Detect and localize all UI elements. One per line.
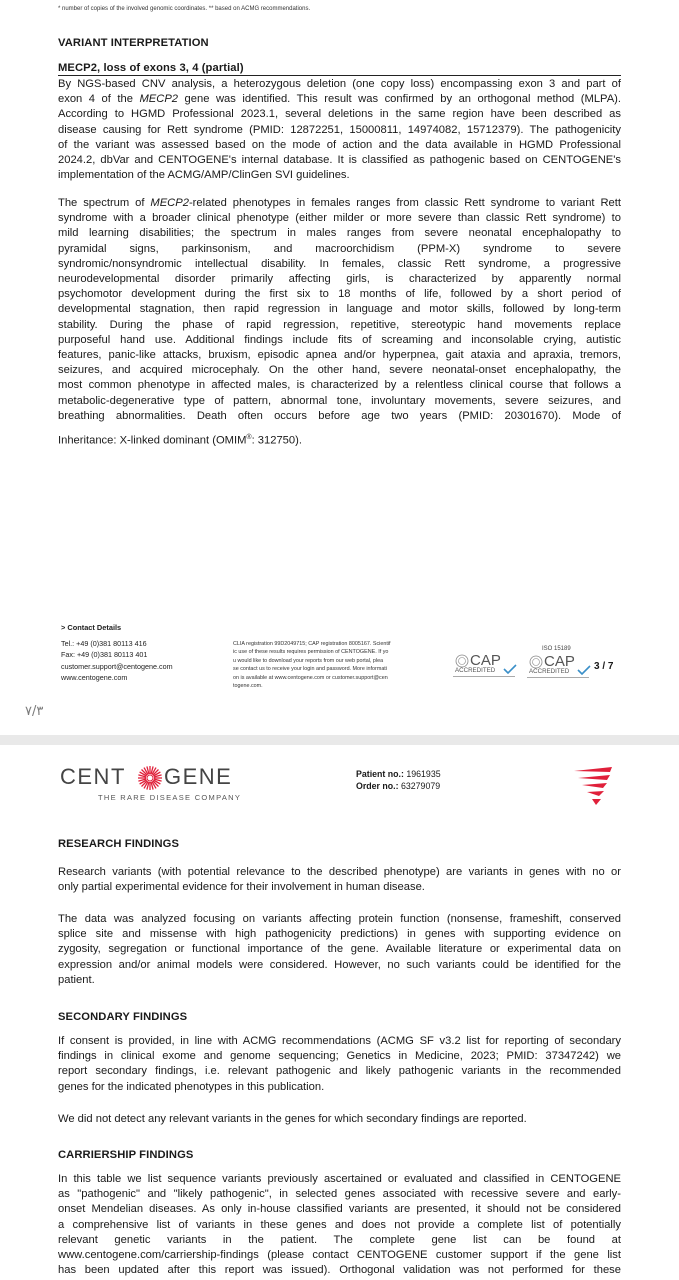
cap-seal-icon: [455, 654, 469, 668]
paragraph-line: According to HGMD Professional 2023.1, several deletions in the same region have been described as: [58, 108, 621, 121]
patient-number: 1961935: [406, 769, 441, 779]
legal-notice: CLIA registration 99D2049715; CAP registration 8005167. Scientif ic use of these results requires permission of CENTOGENE. If yo u would like to download your reports from our web portal, plea se contact us to receive your login and password. More informati on is available at www.centogene.com or customer.support@cen togene.com.: [233, 641, 391, 690]
paragraph-line: zygosity, segregation or functional importance of the gene. Available literature or experimental data on: [58, 943, 621, 956]
contact-website: www.centogene.com: [61, 673, 128, 682]
paragraph-line: features, panic-like attacks, bruxism, episodic apnea and/or hyperpnea, gait ataxia and apraxia, tremors,: [58, 349, 621, 362]
paragraph-line: a comprehensive list of variants in these genes and does not provide a complete list of potentially: [58, 1218, 621, 1231]
cap-accredited-logo: CAP ACCREDITED: [453, 652, 519, 682]
section-heading-secondary-findings: SECONDARY FINDINGS: [58, 1011, 188, 1023]
order-number-label: Order no.:: [356, 781, 399, 791]
paragraph-line: genes for the indicated phenotypes in this publication.: [58, 1080, 325, 1093]
paragraph-line: syndromic/nonsyndromic intellectual disability. In females, classic Rett syndrome, a progressive: [58, 257, 621, 270]
paragraph-line: report secondary findings, i.e. relevant pathogenic and likely pathogenic variants in the recommended: [58, 1065, 621, 1078]
cap-seal-icon: [529, 655, 543, 669]
variant-title-rule: [58, 75, 621, 76]
paragraph-line: Research variants (with potential relevance to the described phenotype) are variants in genes with no or: [58, 866, 621, 878]
sunburst-logo-icon: [137, 765, 163, 791]
paragraph-line: expression and/or animal models were considered. However, no such variants could be identified for the: [58, 958, 621, 971]
paragraph-line: developmental stagnation, then rapid regression in language and motor skills, followed by long-term: [58, 303, 621, 316]
cap-iso-accredited-logo: ISO 15189 CAP ACCREDITED: [527, 646, 593, 682]
patient-order-block: [356, 768, 441, 792]
paragraph-line: seizures, and acquired microcephaly. On the other hand, severe neonatal-onset encephalopathy, the: [58, 364, 621, 377]
paragraph-line: implementation of the ACMG/AMP/ClinGen SVI guidelines.: [58, 169, 350, 182]
paragraph-line: as "pathogenic" and "likely pathogenic", in selected genes associated with recessive severe and early-: [58, 1188, 621, 1201]
phenotype-spectrum-paragraph: [58, 196, 621, 424]
contact-email: customer.support@centogene.com: [61, 661, 173, 671]
paragraph-line: www.centogene.com/carriership-findings (please contact CENTOGENE customer support if the gene list: [58, 1249, 621, 1262]
paragraph-line: In this table we list sequence variants previously ascertained or evaluated and classified in CENTOGENE: [58, 1173, 621, 1185]
paragraph-line: metabolic-degenerative type of pattern, abnormal tone, involuntary movements, severe seizures, and: [58, 394, 621, 407]
contact-fax: Fax: +49 (0)381 80113 401: [61, 650, 148, 659]
registered-mark: ®: [246, 434, 252, 441]
order-number: 63279079: [400, 781, 441, 791]
carriership-findings-description: [58, 1172, 621, 1278]
paragraph-line: neurodevelopmental disorder primarily affecting girls, is characterized by apparently normal: [58, 273, 621, 286]
paragraph-line: relevant genetic variants in the patient. The complete gene list can be found at: [58, 1233, 621, 1246]
variant-description-paragraph: [58, 77, 621, 183]
research-findings-intro: [58, 865, 621, 895]
paragraph-line: psychomotor development during the first six to 18 months of life, followed by a short period of: [58, 288, 621, 301]
paragraph-line: pyramidal signs, parkinsonism, and macroorchidism (PPM-X) syndrome to severe: [58, 242, 621, 255]
page-separator: [0, 735, 679, 745]
paragraph-line: disease causing for Rett syndrome (PMID: 12872251, 15000811, 14974082, 15712379). The pathogenicity: [58, 123, 621, 136]
paragraph-line: purposeful hand use. Additional findings include fits of screaming and inconsolable crying, autistic: [58, 333, 621, 346]
contact-details-title: > Contact Details: [61, 623, 122, 632]
paragraph-line: breathing abnormalities. Death often occurs before age two years (PMID: 20301670). Mode of: [58, 409, 621, 422]
paragraph-line: of the variant was assessed based on the mode of action and the data available in HGMD Professional: [58, 138, 621, 151]
section-heading-research-findings: RESEARCH FINDINGS: [58, 838, 180, 850]
variant-title: MECP2, loss of exons 3, 4 (partial): [58, 62, 244, 74]
section-heading-carriership-findings: CARRIERSHIP FINDINGS: [58, 1149, 194, 1161]
paragraph-line: has been updated after this report was issued). Orthogonal validation was not performed for these: [58, 1264, 621, 1277]
paragraph-line: patient.: [58, 973, 95, 986]
paragraph-line: The data was analyzed focusing on variants affecting protein function (nonsense, frameshift, conserved: [58, 913, 621, 925]
paragraph-line: stability. During the phase of rapid regression, repetitive, stereotypic hand movements replace: [58, 318, 621, 331]
table-footnote: * number of copies of the involved genomic coordinates. ** based on ACMG recommendations.: [58, 6, 311, 12]
handwritten-page-mark: ۷/۳: [25, 704, 44, 719]
contact-phone: Tel.: +49 (0)381 80113 416: [61, 638, 147, 648]
checkmark-icon: [577, 665, 591, 675]
checkmark-icon: [503, 664, 517, 674]
paragraph-line: only partial experimental evidence for their involvement in human disease.: [58, 881, 425, 894]
contact-details: [61, 622, 173, 684]
paragraph-line: splice site and missense with high pathogenicity predictions) in genes with supporting evidence on: [58, 928, 621, 941]
inheritance-omim-number: : 312750).: [251, 434, 302, 447]
paragraph-line: most common phenotype in affected males, is characterized by a relentless clinical course that follows a: [58, 379, 621, 392]
paragraph-line: If consent is provided, in line with ACMG recommendations (ACMG SF v3.2 list for reporting of secondary: [58, 1035, 621, 1047]
centogene-red-emblem-icon: [572, 765, 616, 809]
report-page-4: CENT GENE THE RARE DISEASE COMPANY Patient no.: 1961935 Order no.: 63279079 RESEARCH FINDINGS Research variants (with potential relevance to the described phenotype) are variants in genes with no or only partial experimental evidence for their involvement in human disease. The data was analyzed focusing on variants affecting protein function (nonsense, frameshift, conserved splice site and missense with high pathogenicity predictions) in genes with supporting evidence on zygosity, segregation or functional importance of the gene. Available literature or experimental data on expression and/or animal models were considered. However, no such variants could be identified for the patient. SECONDARY FINDINGS If consent is provided, in line with ACMG recommendations (ACMG SF v3.2 list for reporting of secondary findings in clinical exome and genome sequencing; Genetics in Medicine, 2023; PMID: 37347242) we report secondary findings, i.e. relevant pathogenic and likely pathogenic variants in the recommended genes for the indicated phenotypes in this publication. We did not detect any relevant variants in the genes for which secondary findings are reported. CARRIERSHIP FINDINGS In this table we list sequence variants previously ascertained or evaluated and classified in CENTOGENE as "pathogenic" and "likely pathogenic", in selected genes associated with recessive severe and early- onset Mendelian diseases. As only in-house classified variants are presented, it should not be considered a comprehensive list of variants in these genes and does not provide a complete list of potentially relevant genetic variants in the patient. The complete gene list can be found at www.centogene.com/carriership-findings (please contact CENTOGENE customer support if the gene list has been updated after this report was issued). Orthogonal validation was not performed for these: [0, 745, 679, 1280]
paragraph-line: findings in clinical exome and genome sequencing; Genetics in Medicine, 2023; PMID: 37347242) we: [58, 1050, 621, 1063]
paragraph-line: onset Mendelian diseases. As only in-house classified variants are presented, it should not be considered: [58, 1203, 621, 1216]
patient-number-label: Patient no.:: [356, 769, 404, 779]
paragraph-line: mild learning disabilities; the spectrum in males ranges from severe neonatal encephalopathy to: [58, 227, 621, 240]
paragraph-line: 2024.2, dbVar and CENTOGENE's internal database. It is classified as pathogenic based on CENTOGENE's: [58, 154, 621, 167]
secondary-findings-description: [58, 1034, 621, 1095]
page-number: 3 / 7: [594, 661, 614, 672]
secondary-findings-result: We did not detect any relevant variants in the genes for which secondary findings are reported.: [58, 1113, 527, 1125]
research-findings-analysis: [58, 912, 621, 988]
paragraph-line: exon 4 of the MECP2 gene was identified. This result was confirmed by an orthogonal method (MLPA).: [58, 93, 621, 106]
paragraph-line: The spectrum of MECP2-related phenotypes in females ranges from classic Rett syndrome to variant Rett: [58, 197, 621, 209]
inheritance-line: [58, 430, 621, 449]
company-tagline: THE RARE DISEASE COMPANY: [98, 793, 242, 802]
paragraph-line: By NGS-based CNV analysis, a heterozygous deletion (one copy loss) encompassing exon 3 and part of: [58, 78, 621, 90]
inheritance-text: Inheritance: X-linked dominant (OMIM: [58, 434, 247, 447]
section-heading-variant-interpretation: VARIANT INTERPRETATION: [58, 37, 209, 49]
paragraph-line: syndrome with a broader clinical phenotype (either milder or more severe than classic Rett syndrome) to: [58, 212, 621, 225]
